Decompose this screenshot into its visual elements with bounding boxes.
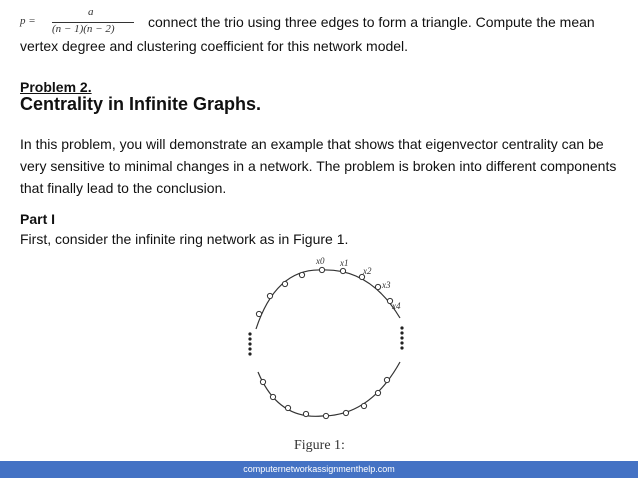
ring-node <box>260 379 265 384</box>
ring-node <box>319 267 324 272</box>
ring-node <box>303 411 308 416</box>
footer-banner <box>0 461 638 478</box>
intro-line-2: vertex degree and clustering coefficient for this network model. <box>20 38 409 54</box>
intro-line-1: connect the trio using three edges to form a triangle. Compute the mean <box>148 14 595 30</box>
part-text: First, consider the infinite ring network as in Figure 1. <box>20 231 349 247</box>
formula-numerator: a <box>88 6 94 18</box>
part-label: Part I <box>20 211 56 227</box>
ring-node <box>270 394 275 399</box>
ring-node <box>375 390 380 395</box>
ring-node <box>375 284 380 289</box>
node-label-x1: x1 <box>340 258 349 268</box>
ring-top-arc <box>256 270 400 329</box>
node-label-x0: x0 <box>316 256 325 266</box>
ellipsis-right <box>400 326 403 349</box>
problem-paragraph: In this problem, you will demonstrate an example that shows that eigenvector centrality can be very sensitive to minimal changes in a network. The problem is broken into different components that finally lead to the conclusion. <box>20 136 617 196</box>
ring-node <box>323 413 328 418</box>
problem-title: Centrality in Infinite Graphs. <box>20 94 262 114</box>
node-label-x4: x4 <box>392 301 401 311</box>
ring-nodes-bottom <box>260 377 389 418</box>
ring-node <box>361 403 366 408</box>
ring-network-figure <box>230 250 420 430</box>
ring-node <box>343 410 348 415</box>
ring-node <box>282 281 287 286</box>
node-label-x3: x3 <box>382 280 391 290</box>
ring-bottom-arc <box>258 362 400 416</box>
figure-caption: Figure 1: <box>294 438 345 453</box>
problem-label: Problem 2. <box>20 79 92 95</box>
ring-nodes-top <box>256 267 392 316</box>
ring-node <box>267 293 272 298</box>
ring-node <box>340 268 345 273</box>
formula-denominator: (n − 1)(n − 2) <box>52 23 115 35</box>
formula-lhs: p = <box>20 15 36 27</box>
ring-node <box>299 272 304 277</box>
ellipsis-left <box>248 332 251 355</box>
node-label-x2: x2 <box>363 266 372 276</box>
ring-node <box>384 377 389 382</box>
ring-node <box>285 405 290 410</box>
probability-formula <box>18 8 136 34</box>
ring-node <box>256 311 261 316</box>
footer-website: computernetworkassignmenthelp.com <box>243 464 395 474</box>
